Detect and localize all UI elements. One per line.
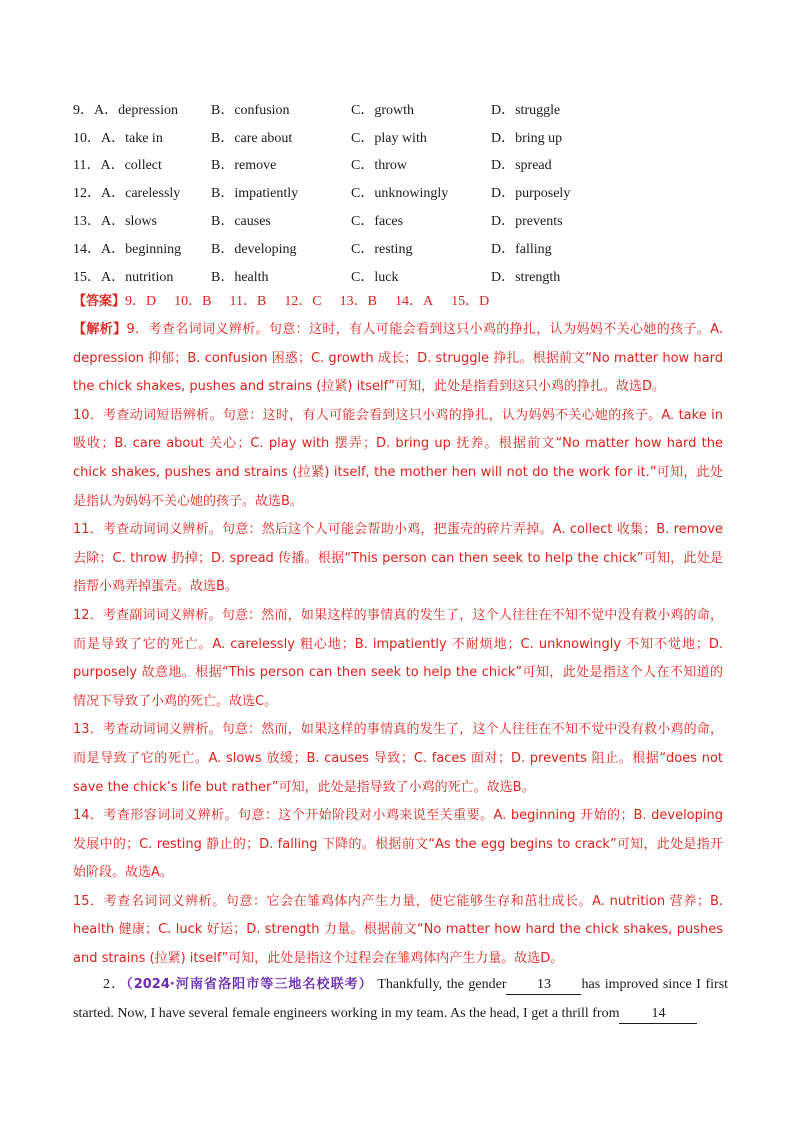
option-d: D．bring up (491, 130, 563, 146)
option-d: D．strength (491, 269, 561, 285)
option-d: D．prevents (491, 214, 563, 230)
option-c: C．luck (351, 269, 399, 285)
answer-item: 14．A (395, 294, 434, 309)
analysis-paragraph: 11．考查动词词义辨析。句意：然后这个人可能会帮助小鸡，把蛋壳的碎片弄掉。A. collect 收集；B. remove 去除；C. throw 扔掉；D. spread 传播。根据“This person can then seek to help the chick”可知，此处是指帮小鸡弄掉蛋壳。故选B。 (73, 522, 723, 595)
option-c: C．growth (351, 102, 414, 118)
option-list (73, 95, 713, 290)
answer-item: 15．D (451, 294, 490, 309)
option-a: 12．A．carelessly (73, 186, 181, 202)
option-row (73, 262, 713, 290)
option-d: D．spread (491, 158, 552, 174)
option-row (73, 123, 713, 151)
option-c: C．unknowingly (351, 186, 449, 202)
option-row (73, 234, 713, 262)
analysis-section (73, 316, 723, 974)
answer-item: 13．B (339, 294, 377, 309)
analysis-paragraph: 【解析】9．考查名词词义辨析。句意：这时，有人可能会看到这只小鸡的挣扎，认为妈妈不关心她的孩子。A. depression 抑郁；B. confusion 困惑；C. growth 成长；D. struggle 挣扎。根据前文“No matter how hard the chick shakes, pushes and strains (拉紧) itself”可知，此处是指看到这只小鸡的挣扎。故选D。 (73, 322, 723, 395)
option-a: 11．A．collect (73, 158, 162, 174)
answer-item: 9．D (125, 294, 157, 309)
option-a: 14．A．beginning (73, 241, 182, 257)
option-row (73, 151, 713, 179)
option-b: B．impatiently (211, 186, 299, 202)
answer-item: 11．B (229, 294, 267, 309)
option-d: D．purposely (491, 186, 571, 202)
answer-line (73, 290, 507, 310)
option-d: D．falling (491, 241, 552, 257)
passage-text: has improved since I first started. Now, I have several female engineers working in my team. As the head, I get a thrill from (73, 977, 729, 1021)
option-c: C．resting (351, 241, 413, 257)
option-row (73, 95, 713, 123)
option-row (73, 206, 713, 234)
analysis-paragraph: 13．考查动词词义辨析。句意：然而，如果这样的事情真的发生了，这个人往往在不知不觉中没有救小鸡的命，而是导致了它的死亡。A. slows 放缓；B. causes 导致；C. faces 面对；D. prevents 阻止。根据“does not save the chick’s life but rather”可知，此处是指导致了小鸡的死亡。故选B。 (73, 722, 723, 795)
option-row (73, 178, 713, 206)
option-b: B．confusion (211, 102, 290, 118)
question-number: 2． (103, 977, 127, 992)
option-b: B．developing (211, 241, 297, 257)
analysis-paragraph: 15．考查名词词义辨析。句意：它会在雏鸡体内产生力量，使它能够生存和茁壮成长。A. nutrition 营养；B. health 健康；C. luck 好运；D. strength 力量。根据前文“No matter how hard the chick shakes, pushes and strains (拉紧) itself”可知，此处是指这个过程会在雏鸡体内产生力量。故选D。 (73, 893, 723, 967)
question-source: （2024·河南省洛阳市等三地名校联考） (126, 977, 373, 992)
answer-label: 【答案】 (73, 294, 126, 309)
blank-14: 14 (619, 1005, 697, 1024)
answer-item: 12．C (284, 294, 322, 309)
analysis-paragraph: 12．考查副词词义辨析。句意：然而，如果这样的事情真的发生了，这个人往往在不知不觉中没有救小鸡的命，而是导致了它的死亡。A. carelessly 粗心地；B. impatiently 不耐烦地；C. unknowingly 不知不觉地；D. purposely 故意地。根据“This person can then seek to help the chick”可知，此处是指这个人在不知道的情况下导致了小鸡的死亡。故选C。 (73, 607, 723, 709)
option-c: C．throw (351, 158, 407, 174)
option-b: B．remove (211, 158, 277, 174)
analysis-label: 【解析】 (73, 322, 127, 337)
option-a: 15．A．nutrition (73, 269, 174, 285)
option-b: B．care about (211, 130, 293, 146)
option-a: 9．A．depression (73, 102, 178, 118)
option-c: C．faces (351, 214, 404, 230)
option-d: D．struggle (491, 102, 561, 118)
analysis-paragraph: 14．考查形容词词义辨析。句意：这个开始阶段对小鸡来说至关重要。A. beginning 开始的；B. developing 发展中的；C. resting 静止的；D. falling 下降的。根据前文“As the egg begins to crack”可知，此处是指开始阶段。故选A。 (73, 808, 723, 881)
passage-text: Thankfully, the gender (377, 977, 507, 992)
blank-13: 13 (506, 976, 581, 995)
option-a: 13．A．slows (73, 214, 158, 230)
answer-item: 10．B (174, 294, 212, 309)
option-b: B．causes (211, 214, 271, 230)
option-c: C．play with (351, 130, 427, 146)
option-a: 10．A．take in (73, 130, 163, 146)
option-b: B．health (211, 269, 269, 285)
question-passage (73, 970, 728, 1028)
analysis-paragraph: 10．考查动词短语辨析。句意：这时，有人可能会看到这只小鸡的挣扎，认为妈妈不关心她的孩子。A. take in 吸收；B. care about 关心；C. play with 摆弄；D. bring up 抚养。根据前文“No matter how hard the chick shakes, pushes and strains (拉紧) itself, the mother hen will not do the work for it.”可知，此处是指认为妈妈不关心她的孩子。故选B。 (73, 407, 723, 509)
